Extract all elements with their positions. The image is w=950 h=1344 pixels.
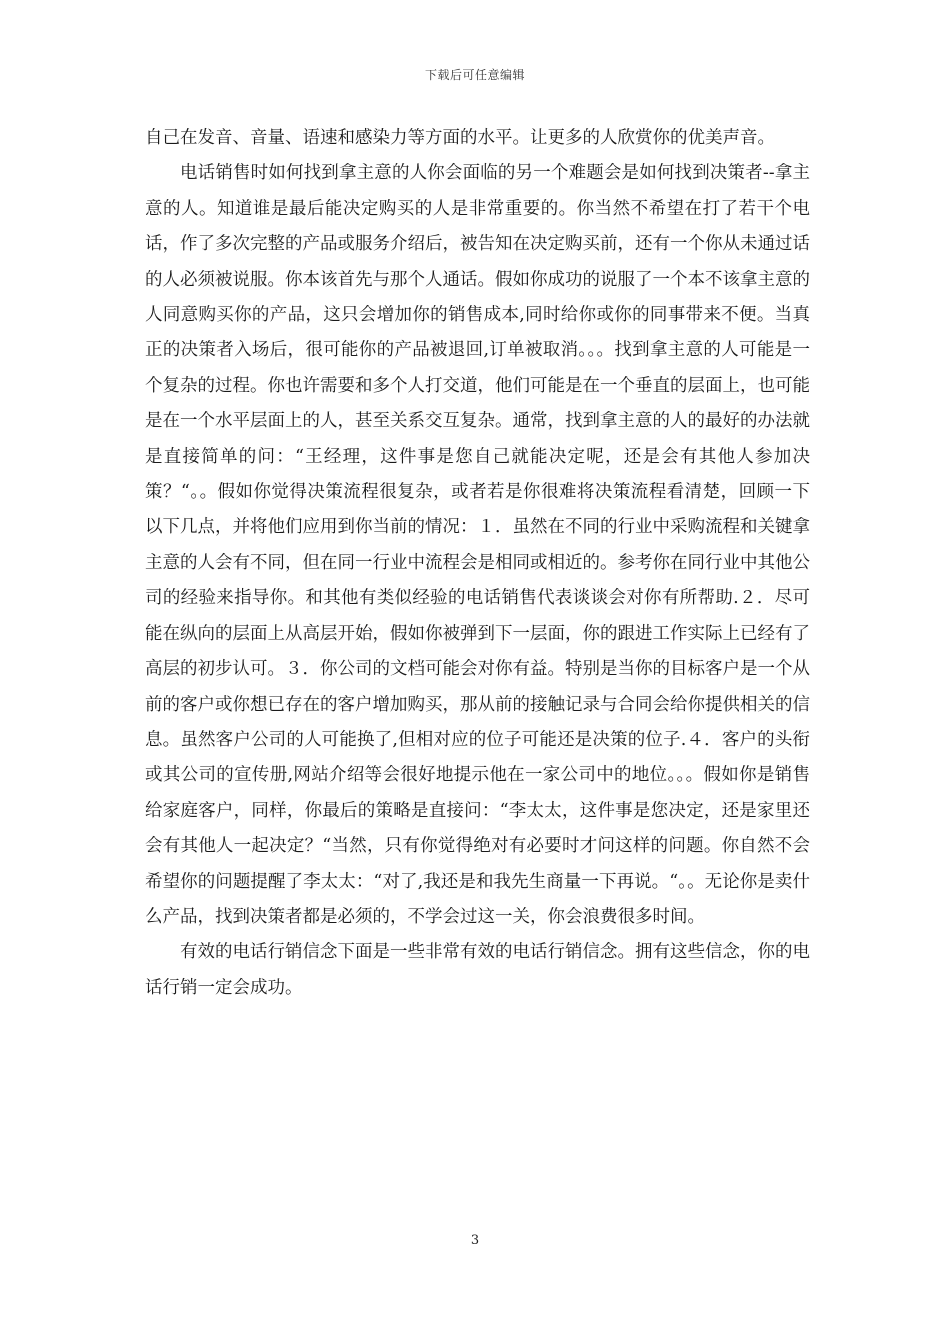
page-number: 3 — [470, 1233, 480, 1248]
paragraph-2: 电话销售时如何找到拿主意的人你会面临的另一个难题会是如何找到决策者--拿主意的人。知道谁是最后能决定购买的人是非常重要的。你当然不希望在打了若干个电话，作了多次完整的产品或服务介绍后，被告知在决定购买前，还有一个你从未通过话的人必须被说服。你本该首先与那个人通话。假如你成功的说服了一个本不该拿主意的人同意购买你的产品，这只会增加你的销售成本,同时给你或你的同事带来不便。当真正的决策者入场后，很可能你的产品被退回,订单被取消。。。找到拿主意的人可能是一个复杂的过程。你也许需要和多个人打交道，他们可能是在一个垂直的层面上，也可能是在一个水平层面上的人，甚至关系交互复杂。通常，找到拿主意的人的最好的办法就是直接简单的问：“王经理，这件事是您自己就能决定呢，还是会有其他人参加决策？“。。假如你觉得决策流程很复杂，或者若是你很难将决策流程看清楚，回顾一下以下几点，并将他们应用到你当前的情况：１．虽然在不同的行业中采购流程和关键拿主意的人会有不同，但在同一行业中流程会是相同或相近的。参考你在同行业中其他公司的经验来指导你。和其他有类似经验的电话销售代表谈谈会对你有所帮助.２．尽可能在纵向的层面上从高层开始，假如你被弹到下一层面，你的跟进工作实际上已经有了高层的初步认可。３．你公司的文档可能会对你有益。特别是当你的目标客户是一个从前的客户或你想已存在的客户增加购买，那从前的接触记录与合同会给你提供相关的信息。虽然客户公司的人可能换了,但相对应的位子可能还是决策的位子.４．客户的头衔或其公司的宣传册,网站介绍等会很好地提示他在一家公司中的地位。。。假如你是销售给家庭客户，同样，你最后的策略是直接问：“李太太，这件事是您决定，还是家里还会有其他人一起决定？“当然，只有你觉得绝对有必要时才问这样的问题。你自然不会希望你的问题提醒了李太太：“对了,我还是和我先生商量一下再说。“。。无论你是卖什么产品，找到决策者都是必须的，不学会过这一关，你会浪费很多时间。 — [145, 163, 810, 927]
paragraph-1: 自己在发音、音量、语速和感染力等方面的水平。让更多的人欣赏你的优美声音。 — [145, 128, 775, 148]
document-body — [145, 121, 810, 1006]
paragraph-3: 有效的电话行销信念下面是一些非常有效的电话行销信念。拥有这些信念，你的电话行销一定会成功。 — [145, 942, 810, 998]
page-header: 下载后可任意编辑 — [424, 68, 525, 82]
